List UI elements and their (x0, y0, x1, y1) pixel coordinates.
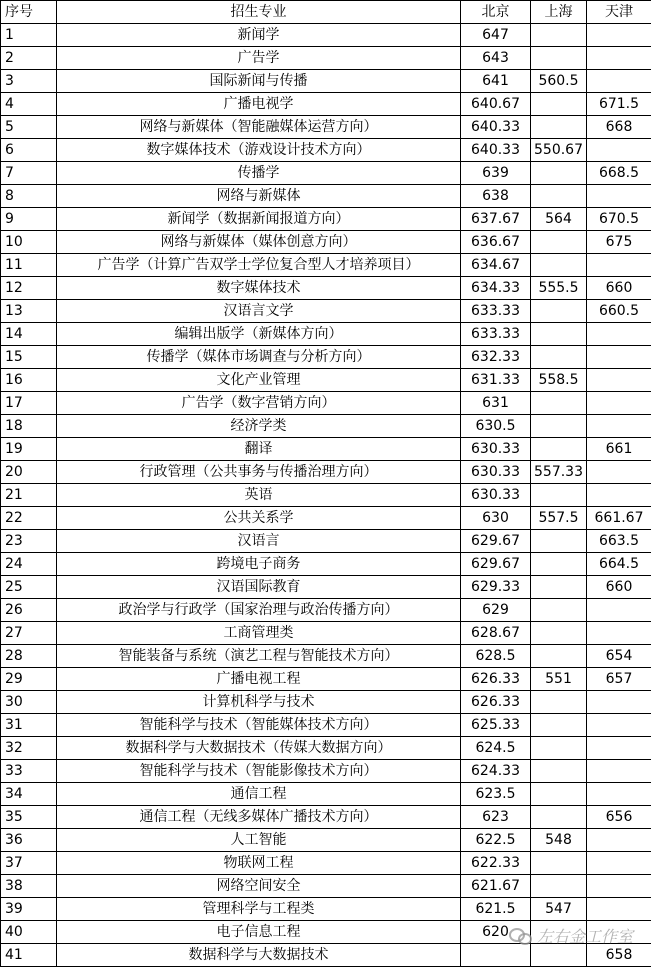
score-tianjin: 654 (587, 645, 651, 668)
score-shanghai (531, 576, 587, 599)
score-tianjin: 671.5 (587, 93, 651, 116)
score-tianjin (587, 70, 651, 93)
score-tianjin: 675 (587, 231, 651, 254)
row-number: 26 (1, 599, 57, 622)
table-row (1, 70, 651, 93)
score-beijing: 628.67 (461, 622, 531, 645)
major-name: 广告学（计算广告双学士学位复合型人才培养项目） (57, 254, 461, 277)
score-beijing: 622.5 (461, 829, 531, 852)
table-row (1, 323, 651, 346)
major-name: 编辑出版学（新媒体方向） (57, 323, 461, 346)
row-number: 12 (1, 277, 57, 300)
table-row (1, 484, 651, 507)
score-shanghai (531, 24, 587, 47)
score-tianjin (587, 346, 651, 369)
score-shanghai: 548 (531, 829, 587, 852)
major-name: 计算机科学与技术 (57, 691, 461, 714)
table-row (1, 576, 651, 599)
score-shanghai: 551 (531, 668, 587, 691)
score-shanghai (531, 921, 587, 944)
score-beijing: 630.33 (461, 484, 531, 507)
score-tianjin: 657 (587, 668, 651, 691)
table-row (1, 415, 651, 438)
score-tianjin (587, 185, 651, 208)
row-number: 41 (1, 944, 57, 967)
score-tianjin (587, 47, 651, 70)
table-row (1, 116, 651, 139)
table-row (1, 300, 651, 323)
major-name: 数字媒体技术（游戏设计技术方向） (57, 139, 461, 162)
table-row (1, 346, 651, 369)
row-number: 15 (1, 346, 57, 369)
row-number: 39 (1, 898, 57, 921)
table-row (1, 461, 651, 484)
row-number: 6 (1, 139, 57, 162)
score-tianjin (587, 461, 651, 484)
table-row (1, 875, 651, 898)
header-row (1, 1, 651, 24)
header-num: 序号 (1, 1, 57, 24)
score-tianjin: 670.5 (587, 208, 651, 231)
row-number: 5 (1, 116, 57, 139)
table-row (1, 208, 651, 231)
score-tianjin (587, 24, 651, 47)
score-shanghai (531, 185, 587, 208)
score-shanghai (531, 714, 587, 737)
score-tianjin: 656 (587, 806, 651, 829)
row-number: 7 (1, 162, 57, 185)
score-beijing: 629.67 (461, 553, 531, 576)
score-beijing: 637.67 (461, 208, 531, 231)
score-shanghai (531, 300, 587, 323)
major-name: 智能科学与技术（智能媒体技术方向） (57, 714, 461, 737)
score-shanghai (531, 93, 587, 116)
score-tianjin (587, 691, 651, 714)
score-tianjin (587, 415, 651, 438)
table-row (1, 231, 651, 254)
major-name: 政治学与行政学（国家治理与政治传播方向） (57, 599, 461, 622)
major-name: 数据科学与大数据技术（传媒大数据方向） (57, 737, 461, 760)
score-shanghai (531, 852, 587, 875)
score-tianjin (587, 622, 651, 645)
table-row (1, 185, 651, 208)
score-tianjin: 661 (587, 438, 651, 461)
row-number: 34 (1, 783, 57, 806)
table-row (1, 806, 651, 829)
score-beijing: 630.33 (461, 461, 531, 484)
score-tianjin (587, 714, 651, 737)
row-number: 36 (1, 829, 57, 852)
major-name: 汉语国际教育 (57, 576, 461, 599)
score-shanghai (531, 231, 587, 254)
score-beijing: 633.33 (461, 300, 531, 323)
score-beijing: 643 (461, 47, 531, 70)
score-tianjin (587, 875, 651, 898)
table-row (1, 392, 651, 415)
score-tianjin: 660 (587, 576, 651, 599)
score-shanghai (531, 484, 587, 507)
score-beijing: 626.33 (461, 668, 531, 691)
major-name: 国际新闻与传播 (57, 70, 461, 93)
major-name: 汉语言 (57, 530, 461, 553)
score-shanghai (531, 553, 587, 576)
major-name: 人工智能 (57, 829, 461, 852)
score-beijing: 638 (461, 185, 531, 208)
row-number: 38 (1, 875, 57, 898)
major-name: 文化产业管理 (57, 369, 461, 392)
row-number: 27 (1, 622, 57, 645)
row-number: 8 (1, 185, 57, 208)
table-row (1, 599, 651, 622)
score-shanghai (531, 47, 587, 70)
score-shanghai (531, 116, 587, 139)
major-name: 公共关系学 (57, 507, 461, 530)
score-shanghai (531, 346, 587, 369)
row-number: 10 (1, 231, 57, 254)
score-shanghai (531, 737, 587, 760)
table-row (1, 93, 651, 116)
score-beijing: 621.67 (461, 875, 531, 898)
score-beijing: 630.5 (461, 415, 531, 438)
row-number: 20 (1, 461, 57, 484)
row-number: 11 (1, 254, 57, 277)
row-number: 25 (1, 576, 57, 599)
row-number: 18 (1, 415, 57, 438)
header-shanghai: 上海 (531, 1, 587, 24)
score-tianjin: 668.5 (587, 162, 651, 185)
table-row (1, 507, 651, 530)
major-name: 英语 (57, 484, 461, 507)
row-number: 4 (1, 93, 57, 116)
score-tianjin (587, 783, 651, 806)
score-beijing: 639 (461, 162, 531, 185)
row-number: 2 (1, 47, 57, 70)
row-number: 19 (1, 438, 57, 461)
major-name: 网络与新媒体（智能融媒体运营方向） (57, 116, 461, 139)
row-number: 17 (1, 392, 57, 415)
score-shanghai: 558.5 (531, 369, 587, 392)
score-beijing: 623.5 (461, 783, 531, 806)
row-number: 21 (1, 484, 57, 507)
score-beijing: 622.33 (461, 852, 531, 875)
major-name: 智能科学与技术（智能影像技术方向） (57, 760, 461, 783)
table-row (1, 553, 651, 576)
score-tianjin (587, 898, 651, 921)
score-shanghai (531, 645, 587, 668)
table-row (1, 714, 651, 737)
score-tianjin (587, 737, 651, 760)
row-number: 33 (1, 760, 57, 783)
score-shanghai (531, 530, 587, 553)
table-row (1, 438, 651, 461)
table-row (1, 737, 651, 760)
score-tianjin (587, 921, 651, 944)
score-tianjin (587, 369, 651, 392)
table-row (1, 944, 651, 967)
row-number: 3 (1, 70, 57, 93)
major-name: 广告学（数字营销方向） (57, 392, 461, 415)
score-tianjin: 661.67 (587, 507, 651, 530)
score-beijing: 628.5 (461, 645, 531, 668)
header-tianjin: 天津 (587, 1, 651, 24)
major-name: 汉语言文学 (57, 300, 461, 323)
row-number: 31 (1, 714, 57, 737)
score-beijing: 629.33 (461, 576, 531, 599)
score-beijing: 624.33 (461, 760, 531, 783)
table-row (1, 645, 651, 668)
score-tianjin: 660 (587, 277, 651, 300)
row-number: 14 (1, 323, 57, 346)
score-shanghai (531, 392, 587, 415)
major-name: 网络与新媒体 (57, 185, 461, 208)
score-tianjin (587, 599, 651, 622)
table-row (1, 898, 651, 921)
score-tianjin (587, 139, 651, 162)
major-name: 工商管理类 (57, 622, 461, 645)
row-number: 13 (1, 300, 57, 323)
score-tianjin (587, 829, 651, 852)
score-beijing: 647 (461, 24, 531, 47)
score-beijing: 634.33 (461, 277, 531, 300)
major-name: 传播学 (57, 162, 461, 185)
header-major: 招生专业 (57, 1, 461, 24)
major-name: 网络空间安全 (57, 875, 461, 898)
score-shanghai: 547 (531, 898, 587, 921)
row-number: 1 (1, 24, 57, 47)
score-shanghai (531, 599, 587, 622)
score-shanghai (531, 783, 587, 806)
watermark-text: 左右金工作室 (536, 927, 633, 946)
major-name: 新闻学（数据新闻报道方向） (57, 208, 461, 231)
row-number: 30 (1, 691, 57, 714)
score-tianjin: 663.5 (587, 530, 651, 553)
table-row (1, 162, 651, 185)
score-beijing: 631 (461, 392, 531, 415)
score-tianjin (587, 254, 651, 277)
major-name: 广播电视学 (57, 93, 461, 116)
row-number: 37 (1, 852, 57, 875)
table-row (1, 47, 651, 70)
score-beijing: 620 (461, 921, 531, 944)
table-row (1, 139, 651, 162)
row-number: 16 (1, 369, 57, 392)
score-shanghai: 557.33 (531, 461, 587, 484)
major-name: 管理科学与工程类 (57, 898, 461, 921)
major-name: 物联网工程 (57, 852, 461, 875)
table-row (1, 921, 651, 944)
score-shanghai: 560.5 (531, 70, 587, 93)
score-shanghai: 555.5 (531, 277, 587, 300)
table-row (1, 24, 651, 47)
score-shanghai: 550.67 (531, 139, 587, 162)
table-row (1, 829, 651, 852)
score-shanghai (531, 622, 587, 645)
score-beijing: 621.5 (461, 898, 531, 921)
table-row (1, 254, 651, 277)
score-shanghai (531, 415, 587, 438)
score-shanghai (531, 760, 587, 783)
score-beijing: 630.33 (461, 438, 531, 461)
score-shanghai (531, 944, 587, 967)
table-row (1, 277, 651, 300)
row-number: 35 (1, 806, 57, 829)
major-name: 广告学 (57, 47, 461, 70)
score-shanghai (531, 691, 587, 714)
table-row (1, 622, 651, 645)
score-tianjin (587, 323, 651, 346)
major-name: 新闻学 (57, 24, 461, 47)
score-tianjin (587, 760, 651, 783)
score-beijing: 633.33 (461, 323, 531, 346)
score-tianjin (587, 484, 651, 507)
major-name: 智能装备与系统（演艺工程与智能技术方向） (57, 645, 461, 668)
score-beijing: 625.33 (461, 714, 531, 737)
score-tianjin: 658 (587, 944, 651, 967)
score-beijing: 630 (461, 507, 531, 530)
score-beijing: 631.33 (461, 369, 531, 392)
score-beijing: 632.33 (461, 346, 531, 369)
table-row (1, 760, 651, 783)
row-number: 9 (1, 208, 57, 231)
row-number: 29 (1, 668, 57, 691)
score-beijing: 629.67 (461, 530, 531, 553)
score-tianjin: 668 (587, 116, 651, 139)
row-number: 28 (1, 645, 57, 668)
table-row (1, 783, 651, 806)
score-shanghai (531, 806, 587, 829)
table-row (1, 530, 651, 553)
score-beijing: 623 (461, 806, 531, 829)
score-beijing: 624.5 (461, 737, 531, 760)
table-row (1, 691, 651, 714)
score-shanghai: 564 (531, 208, 587, 231)
score-shanghai (531, 323, 587, 346)
score-beijing: 636.67 (461, 231, 531, 254)
score-beijing: 640.67 (461, 93, 531, 116)
major-name: 网络与新媒体（媒体创意方向） (57, 231, 461, 254)
major-name: 翻译 (57, 438, 461, 461)
score-beijing: 640.33 (461, 139, 531, 162)
score-shanghai (531, 254, 587, 277)
row-number: 22 (1, 507, 57, 530)
major-name: 通信工程（无线多媒体广播技术方向） (57, 806, 461, 829)
score-tianjin: 664.5 (587, 553, 651, 576)
score-tianjin (587, 852, 651, 875)
row-number: 40 (1, 921, 57, 944)
score-beijing: 626.33 (461, 691, 531, 714)
major-name: 行政管理（公共事务与传播治理方向） (57, 461, 461, 484)
table-row (1, 369, 651, 392)
score-beijing: 641 (461, 70, 531, 93)
score-shanghai: 557.5 (531, 507, 587, 530)
row-number: 24 (1, 553, 57, 576)
score-beijing: 629 (461, 599, 531, 622)
score-beijing (461, 944, 531, 967)
major-name: 电子信息工程 (57, 921, 461, 944)
major-name: 广播电视工程 (57, 668, 461, 691)
score-tianjin (587, 392, 651, 415)
score-tianjin: 660.5 (587, 300, 651, 323)
score-beijing: 634.67 (461, 254, 531, 277)
header-beijing: 北京 (461, 1, 531, 24)
major-name: 通信工程 (57, 783, 461, 806)
score-shanghai (531, 162, 587, 185)
major-name: 数据科学与大数据技术 (57, 944, 461, 967)
score-shanghai (531, 875, 587, 898)
score-beijing: 640.33 (461, 116, 531, 139)
row-number: 23 (1, 530, 57, 553)
major-name: 数字媒体技术 (57, 277, 461, 300)
table-row (1, 852, 651, 875)
major-name: 跨境电子商务 (57, 553, 461, 576)
row-number: 32 (1, 737, 57, 760)
table-row (1, 668, 651, 691)
major-name: 传播学（媒体市场调查与分析方向） (57, 346, 461, 369)
major-name: 经济学类 (57, 415, 461, 438)
score-shanghai (531, 438, 587, 461)
